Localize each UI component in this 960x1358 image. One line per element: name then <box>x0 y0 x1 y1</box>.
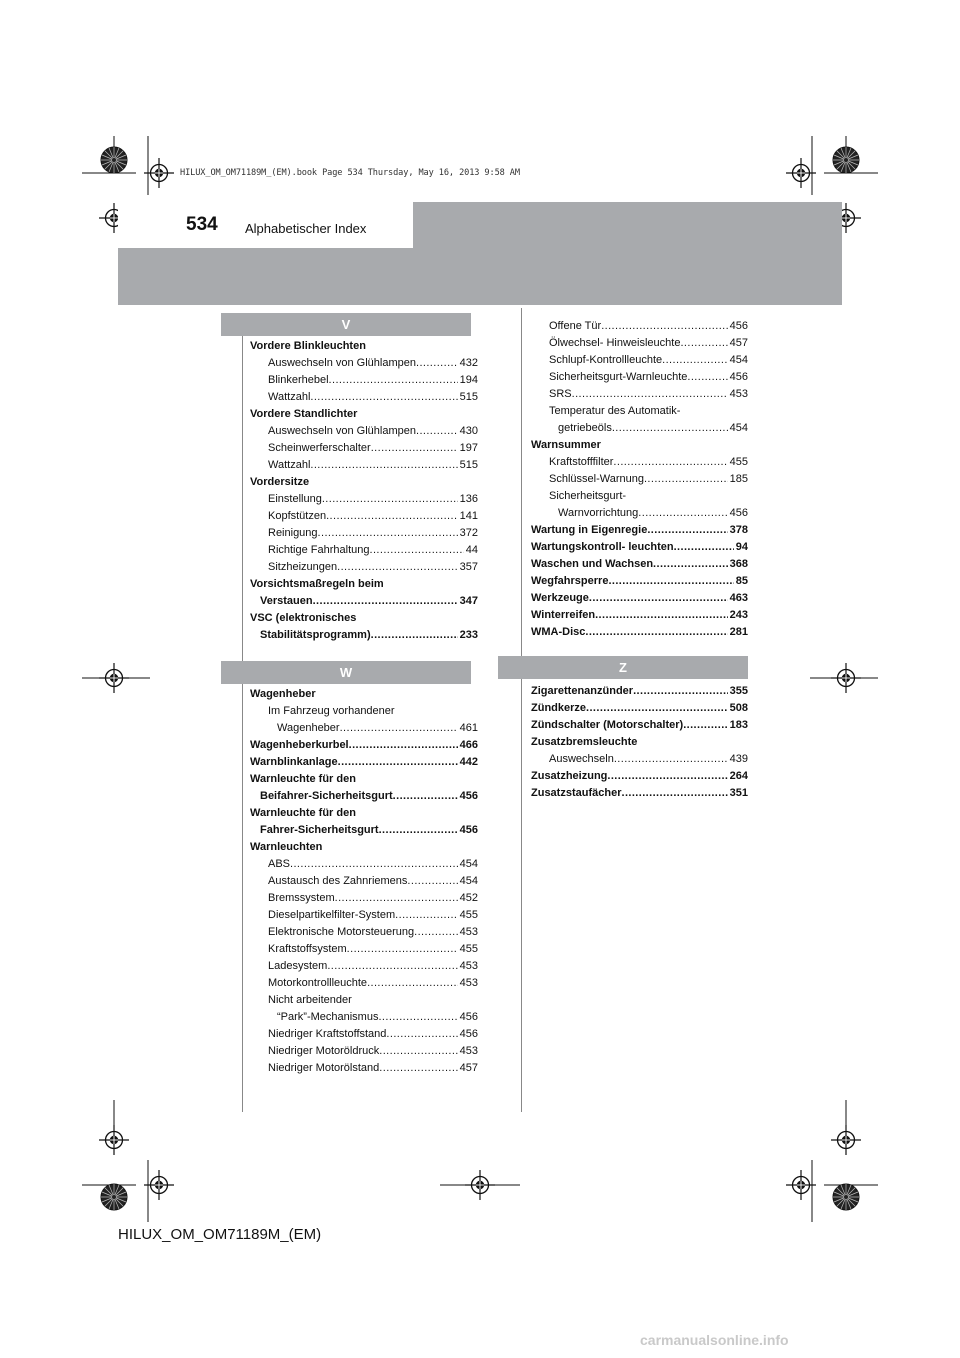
column-divider-left <box>242 336 243 1112</box>
watermark: carmanualsonline.info <box>640 1332 789 1348</box>
dot-leader <box>322 491 458 508</box>
index-entry <box>250 1043 478 1060</box>
index-entry <box>250 457 478 474</box>
index-entry-label: getriebeöls <box>558 422 612 434</box>
index-page-ref: 136 <box>459 493 478 505</box>
dot-leader <box>318 525 458 542</box>
index-entry-label: Sicherheitsgurt-Warnleuchte <box>549 371 688 383</box>
index-page-ref: 454 <box>729 422 748 434</box>
index-column-v <box>250 338 478 644</box>
index-entry <box>250 627 478 644</box>
index-page-ref: 515 <box>459 459 478 471</box>
index-page-ref: 378 <box>729 524 748 536</box>
index-page-ref: 461 <box>459 722 478 734</box>
index-entry <box>531 556 748 573</box>
index-entry-label: Zusatzstaufächer <box>531 787 622 799</box>
index-subentry-text: Temperatur des Automatik- <box>549 405 681 417</box>
index-entry <box>250 355 478 372</box>
index-entry <box>250 822 478 839</box>
index-entry-label: Kraftstoffsystem <box>268 943 347 955</box>
section-letter-v: V <box>221 313 471 336</box>
index-entry-label: Verstauen <box>260 595 313 607</box>
index-entry <box>250 873 478 890</box>
index-entry-label: Niedriger Motoröldruck <box>268 1045 380 1057</box>
index-entry-label: Motorkontrollleuchte <box>268 977 368 989</box>
dot-leader <box>644 471 728 488</box>
dot-leader <box>613 454 727 471</box>
index-page-ref: 233 <box>459 629 478 641</box>
index-entry <box>250 423 478 440</box>
index-entry <box>531 573 748 590</box>
index-column-w-continued <box>531 318 748 641</box>
index-page-ref: 355 <box>729 685 748 697</box>
index-page-ref: 183 <box>729 719 748 731</box>
index-page-ref: 372 <box>459 527 478 539</box>
dot-leader <box>371 627 458 644</box>
index-entry-label: Schlüssel-Warnung <box>549 473 644 485</box>
dot-leader <box>414 924 458 941</box>
dot-leader <box>290 856 458 873</box>
dot-leader <box>349 737 458 754</box>
index-entry <box>250 1060 478 1077</box>
section-letter-z: Z <box>498 656 748 679</box>
index-page-ref: 466 <box>459 739 478 751</box>
dot-leader <box>379 1043 457 1060</box>
index-entry <box>250 491 478 508</box>
index-page-ref: 457 <box>459 1062 478 1074</box>
section-letter-w: W <box>221 661 471 684</box>
index-entry-label: Wartung in Eigenregie <box>531 524 648 536</box>
index-entry-label: Waschen und Wachsen <box>531 558 654 570</box>
index-entry-label: Wagenheber <box>277 722 340 734</box>
dot-leader <box>687 369 727 386</box>
index-page-ref: 357 <box>459 561 478 573</box>
index-page-ref: 243 <box>729 609 748 621</box>
dot-leader <box>371 440 458 457</box>
index-entry <box>250 941 478 958</box>
index-page-ref: 453 <box>459 926 478 938</box>
index-page-ref: 453 <box>459 1045 478 1057</box>
index-column-z <box>531 683 748 802</box>
index-entry-label: Kraftstofffilter <box>549 456 614 468</box>
dot-leader <box>340 720 458 737</box>
index-heading: VSC (elektronisches <box>250 612 357 624</box>
index-entry <box>531 751 748 768</box>
dot-leader <box>674 539 734 556</box>
index-entry <box>531 717 748 734</box>
index-entry-label: Stabilitätsprogramm) <box>260 629 371 641</box>
index-entry-label: “Park”-Mechanismus <box>277 1011 379 1023</box>
dot-leader <box>338 754 458 771</box>
index-page-ref: 197 <box>459 442 478 454</box>
dot-leader <box>310 457 457 474</box>
index-entry <box>250 593 478 610</box>
index-entry-label: Zigarettenanzünder <box>531 685 634 697</box>
index-entry <box>531 386 748 403</box>
index-page-ref: 452 <box>459 892 478 904</box>
index-page-ref: 454 <box>729 354 748 366</box>
dot-leader <box>416 355 458 372</box>
index-page-ref: 44 <box>465 544 478 556</box>
index-heading: Wagenheber <box>250 688 316 700</box>
index-entry <box>531 624 748 641</box>
index-entry-label: Auswechseln von Glühlampen <box>268 425 416 437</box>
dot-leader <box>614 751 728 768</box>
index-column-w <box>250 686 478 1077</box>
index-page-ref: 194 <box>459 374 478 386</box>
index-entry <box>531 607 748 624</box>
page-number: 534 <box>186 214 218 235</box>
index-entry-label: ABS <box>268 858 291 870</box>
index-entry-label: Zündkerze <box>531 702 587 714</box>
index-entry-label: Auswechseln von Glühlampen <box>268 357 416 369</box>
index-entry <box>250 525 478 542</box>
index-entry-label: Niedriger Kraftstoffstand <box>268 1028 387 1040</box>
index-entry-label: Auswechseln <box>549 753 614 765</box>
dot-leader <box>416 423 458 440</box>
index-page-ref: 141 <box>459 510 478 522</box>
dot-leader <box>647 522 727 539</box>
index-entry <box>531 369 748 386</box>
dot-leader <box>407 873 457 890</box>
dot-leader <box>608 573 733 590</box>
dot-leader <box>370 542 464 559</box>
dot-leader <box>335 890 458 907</box>
index-entry-label: Austausch des Zahnriemens <box>268 875 408 887</box>
index-page-ref: 457 <box>729 337 748 349</box>
index-entry <box>250 1009 478 1026</box>
index-page-ref: 456 <box>459 824 478 836</box>
index-page-ref: 456 <box>729 507 748 519</box>
column-divider-right <box>521 308 522 1112</box>
index-page-ref: 515 <box>459 391 478 403</box>
dot-leader <box>337 559 458 576</box>
dot-leader <box>589 590 728 607</box>
index-page-ref: 455 <box>459 909 478 921</box>
index-subentry-text: Sicherheitsgurt- <box>549 490 627 502</box>
index-entry-label: WMA-Disc <box>531 626 586 638</box>
index-heading: Vordere Standlichter <box>250 408 358 420</box>
index-entry-label: Elektronische Motorsteuerung <box>268 926 415 938</box>
index-entry <box>250 907 478 924</box>
index-entry-label: Richtige Fahrhaltung <box>268 544 370 556</box>
index-entry <box>250 440 478 457</box>
index-page-ref: 456 <box>459 1028 478 1040</box>
index-page-ref: 347 <box>459 595 478 607</box>
index-subentry-text: Im Fahrzeug vorhandener <box>268 705 395 717</box>
dot-leader <box>633 683 728 700</box>
index-heading: Warnleuchte für den <box>250 807 356 819</box>
index-heading: Warnleuchten <box>250 841 323 853</box>
dot-leader <box>367 975 458 992</box>
index-entry <box>250 737 478 754</box>
index-page-ref: 85 <box>735 575 748 587</box>
index-entry-label: Wartungskontroll- leuchten <box>531 541 674 553</box>
index-entry <box>250 975 478 992</box>
index-entry <box>531 785 748 802</box>
index-entry <box>250 720 478 737</box>
index-entry-label: Kopfstützen <box>268 510 327 522</box>
dot-leader <box>638 505 727 522</box>
dot-leader <box>393 788 458 805</box>
index-entry <box>531 683 748 700</box>
index-entry-label: Zusatzheizung <box>531 770 608 782</box>
index-page-ref: 508 <box>729 702 748 714</box>
index-heading: Vordere Blinkleuchten <box>250 340 366 352</box>
index-entry <box>250 890 478 907</box>
index-heading: Vordersitze <box>250 476 310 488</box>
index-entry-label: Bremssystem <box>268 892 335 904</box>
index-entry-label: Scheinwerferschalter <box>268 442 371 454</box>
index-entry <box>250 372 478 389</box>
index-entry-label: Sitzheizungen <box>268 561 338 573</box>
dot-leader <box>313 593 458 610</box>
dot-leader <box>572 386 728 403</box>
index-entry <box>531 420 748 437</box>
index-page-ref: 368 <box>729 558 748 570</box>
dot-leader <box>683 717 727 734</box>
index-page-ref: 439 <box>729 753 748 765</box>
index-page-ref: 455 <box>729 456 748 468</box>
index-page-ref: 463 <box>729 592 748 604</box>
index-entry-label: Wattzahl <box>268 459 311 471</box>
dot-leader <box>378 1009 457 1026</box>
index-heading: Warnsummer <box>531 439 601 451</box>
dot-leader <box>601 318 727 335</box>
index-entry <box>250 559 478 576</box>
index-heading: Vorsichtsmaßregeln beim <box>250 578 384 590</box>
index-heading: Warnleuchte für den <box>250 773 356 785</box>
index-entry-label: Offene Tür <box>549 320 602 332</box>
index-entry-label: Warnvorrichtung <box>558 507 639 519</box>
dot-leader <box>379 1060 457 1077</box>
dot-leader <box>379 822 458 839</box>
index-entry-label: Schlupf-Kontrollleuchte <box>549 354 663 366</box>
index-page-ref: 432 <box>459 357 478 369</box>
dot-leader <box>585 624 727 641</box>
dot-leader <box>327 958 457 975</box>
index-heading: Zusatzbremsleuchte <box>531 736 638 748</box>
index-page-ref: 454 <box>459 858 478 870</box>
index-page-ref: 453 <box>459 977 478 989</box>
index-entry-label: Winterreifen <box>531 609 596 621</box>
index-page-ref: 453 <box>459 960 478 972</box>
index-entry-label: Fahrer-Sicherheitsgurt <box>260 824 379 836</box>
index-entry <box>531 522 748 539</box>
index-entry-label: Niedriger Motorölstand <box>268 1062 380 1074</box>
index-entry-label: SRS <box>549 388 572 400</box>
index-entry <box>531 352 748 369</box>
index-page-ref: 442 <box>459 756 478 768</box>
dot-leader <box>621 785 727 802</box>
index-entry <box>531 454 748 471</box>
index-page-ref: 94 <box>735 541 748 553</box>
index-entry-label: Dieselpartikelfilter-System <box>268 909 396 921</box>
dot-leader <box>653 556 728 573</box>
index-entry-label: Blinkerhebel <box>268 374 329 386</box>
index-entry <box>531 318 748 335</box>
index-entry <box>250 788 478 805</box>
index-page-ref: 281 <box>729 626 748 638</box>
index-entry <box>531 539 748 556</box>
index-entry <box>531 700 748 717</box>
dot-leader <box>386 1026 457 1043</box>
dot-leader <box>586 700 728 717</box>
dot-leader <box>310 389 457 406</box>
index-page-ref: 456 <box>459 1011 478 1023</box>
index-entry <box>250 542 478 559</box>
footer-doc-id: HILUX_OM_OM71189M_(EM) <box>118 1226 322 1243</box>
index-entry-label: Wagenheberkurbel <box>250 739 349 751</box>
index-entry <box>531 471 748 488</box>
index-entry <box>250 754 478 771</box>
index-page-ref: 453 <box>729 388 748 400</box>
dot-leader <box>395 907 457 924</box>
index-entry <box>250 389 478 406</box>
index-page-ref: 456 <box>729 371 748 383</box>
index-page-ref: 456 <box>459 790 478 802</box>
index-entry <box>250 856 478 873</box>
page-title: Alphabetischer Index <box>245 221 367 236</box>
index-page-ref: 455 <box>459 943 478 955</box>
index-entry-label: Zündschalter (Motorschalter) <box>531 719 684 731</box>
index-entry-label: Einstellung <box>268 493 322 505</box>
index-entry <box>531 335 748 352</box>
dot-leader <box>680 335 727 352</box>
index-subentry-text: Nicht arbeitender <box>268 994 352 1006</box>
index-entry-label: Wattzahl <box>268 391 311 403</box>
index-entry-label: Wegfahrsperre <box>531 575 609 587</box>
index-entry-label: Werkzeuge <box>531 592 589 604</box>
dot-leader <box>347 941 458 958</box>
index-entry <box>250 1026 478 1043</box>
book-stamp: HILUX_OM_OM71189M_(EM).book Page 534 Thursday, May 16, 2013 9:58 AM <box>180 168 520 178</box>
index-entry <box>250 958 478 975</box>
index-page-ref: 454 <box>459 875 478 887</box>
index-page-ref: 456 <box>729 320 748 332</box>
dot-leader <box>607 768 727 785</box>
index-entry <box>531 505 748 522</box>
index-entry-label: Beifahrer-Sicherheitsgurt <box>260 790 393 802</box>
index-entry <box>250 924 478 941</box>
dot-leader <box>595 607 728 624</box>
index-entry-label: Warnblinkanlage <box>250 756 338 768</box>
index-page-ref: 264 <box>729 770 748 782</box>
index-page-ref: 185 <box>729 473 748 485</box>
index-page-ref: 351 <box>729 787 748 799</box>
dot-leader <box>326 508 458 525</box>
index-entry <box>531 768 748 785</box>
dot-leader <box>329 372 458 389</box>
index-entry-label: Ladesystem <box>268 960 328 972</box>
index-entry-label: Reinigung <box>268 527 318 539</box>
index-entry-label: Ölwechsel- Hinweisleuchte <box>549 337 681 349</box>
dot-leader <box>662 352 728 369</box>
dot-leader <box>612 420 728 437</box>
index-page-ref: 430 <box>459 425 478 437</box>
index-entry <box>531 590 748 607</box>
index-entry <box>250 508 478 525</box>
